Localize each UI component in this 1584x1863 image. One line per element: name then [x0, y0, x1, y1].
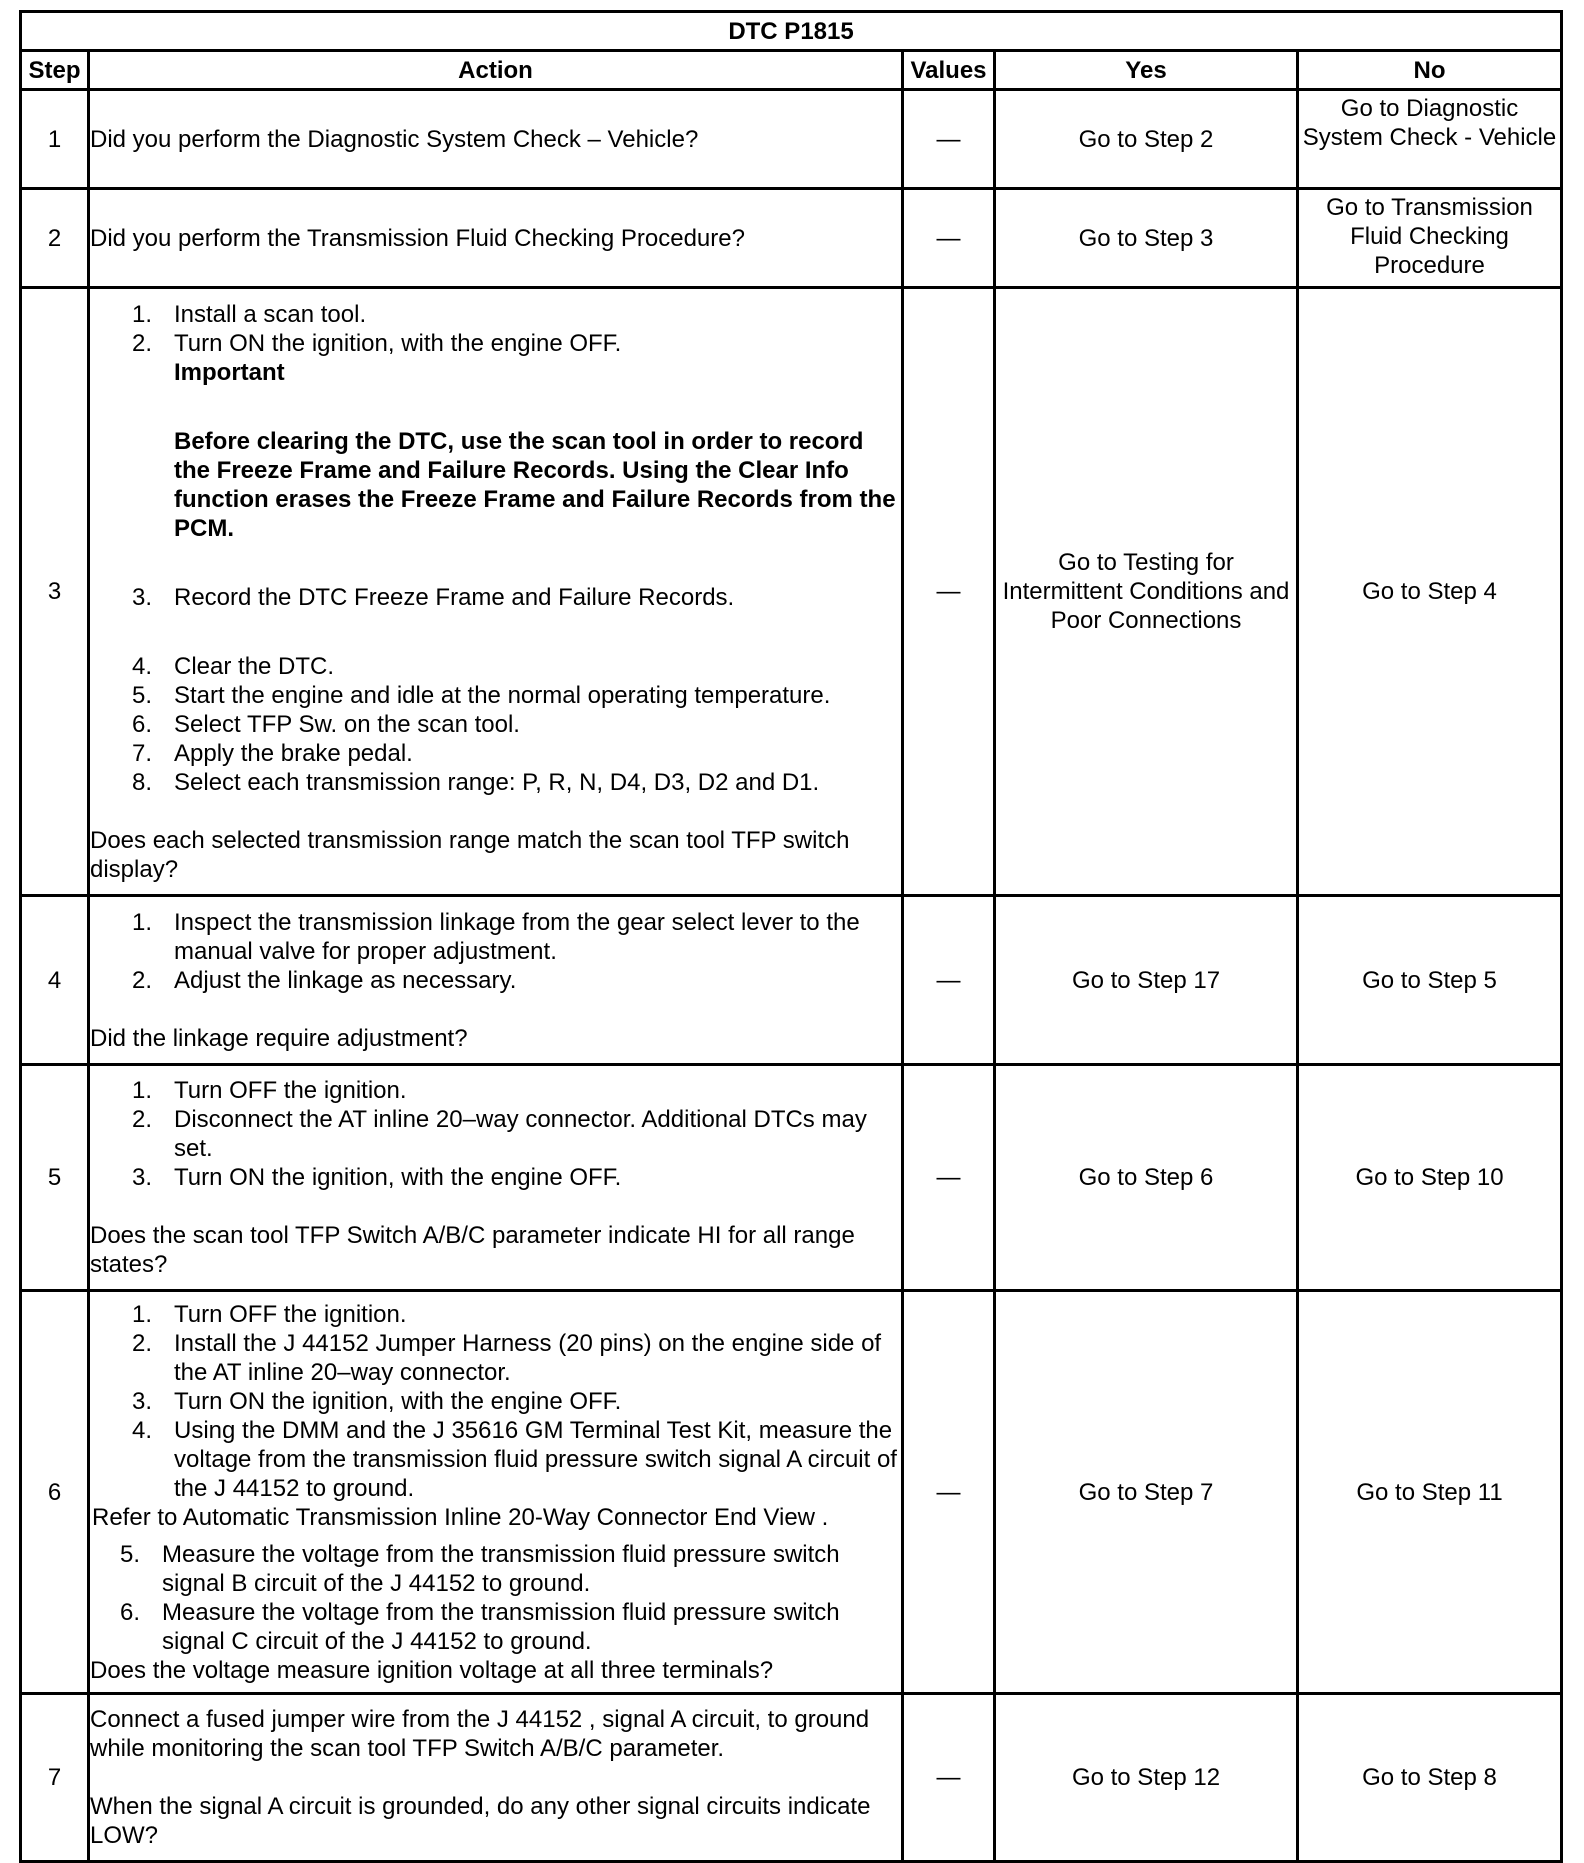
- dtc-table: [19, 10, 1563, 1863]
- item-number: 2.: [131, 966, 152, 994]
- list-item: [90, 1416, 901, 1503]
- item-number: 2.: [131, 329, 152, 357]
- step-number: 4: [21, 896, 89, 1065]
- yes-cell: Go to Step 7: [995, 1291, 1298, 1694]
- item-number: 5.: [119, 1540, 140, 1568]
- item-number: 4.: [131, 1416, 152, 1444]
- header-values: Values: [903, 51, 995, 90]
- action-list: [90, 583, 901, 612]
- table-title: DTC P1815: [21, 12, 1562, 51]
- action-question: Does the voltage measure ignition voltage at all three terminals?: [90, 1656, 774, 1684]
- action-question: When the signal A circuit is grounded, do any other signal circuits indicate LOW?: [90, 1793, 871, 1849]
- action-list: [90, 1540, 901, 1656]
- yes-cell: Go to Step 12: [995, 1694, 1298, 1862]
- header-no: No: [1298, 51, 1562, 90]
- action-list: [90, 1300, 901, 1503]
- no-cell: Go to Step 10: [1298, 1065, 1562, 1291]
- step-number: 5: [21, 1065, 89, 1291]
- action-question: Did the linkage require adjustment?: [90, 1024, 468, 1052]
- action-list: [90, 1076, 901, 1192]
- item-text: Record the DTC Freeze Frame and Failure Records.: [174, 583, 735, 611]
- list-item: [90, 652, 901, 681]
- yes-cell: Go to Step 6: [995, 1065, 1298, 1291]
- action-list: [90, 908, 901, 995]
- item-number: 8.: [131, 768, 152, 796]
- list-item: [90, 329, 901, 358]
- item-text: Turn OFF the ignition.: [174, 1077, 407, 1104]
- refer-link-text[interactable]: Refer to Automatic Transmission Inline 20-Way Connector End View .: [92, 1503, 829, 1531]
- list-item: [90, 1598, 901, 1656]
- no-cell: Go to Diagnostic System Check - Vehicle: [1298, 90, 1562, 189]
- list-item: [90, 1540, 901, 1598]
- item-text: Measure the voltage from the transmission fluid pressure switch signal C circuit of the J 44152 to ground.: [162, 1598, 840, 1655]
- values-cell: —: [903, 1694, 995, 1862]
- list-item: [90, 908, 901, 966]
- item-number: 1.: [131, 908, 152, 936]
- item-number: 4.: [131, 652, 152, 680]
- list-item: [90, 1387, 901, 1416]
- item-number: 1.: [131, 300, 152, 328]
- important-note: [90, 358, 901, 543]
- table-row: [21, 189, 1562, 288]
- action-question: Does each selected transmission range match the scan tool TFP switch display?: [90, 826, 850, 883]
- table-row: [21, 1291, 1562, 1694]
- list-item: [90, 1105, 901, 1163]
- item-text: Adjust the linkage as necessary.: [174, 966, 517, 994]
- item-text: Disconnect the AT inline 20–way connector. Additional DTCs may set.: [174, 1106, 867, 1162]
- yes-cell: Go to Step 3: [995, 189, 1298, 288]
- item-number: 1.: [131, 1300, 152, 1328]
- header-row: [21, 51, 1562, 90]
- action-cell: [89, 1694, 903, 1862]
- step-number: 6: [21, 1291, 89, 1694]
- item-number: 3.: [131, 583, 152, 611]
- item-text: Start the engine and idle at the normal operating temperature.: [174, 681, 831, 709]
- yes-cell: Go to Testing for Intermittent Conditions and Poor Connections: [995, 288, 1298, 896]
- values-cell: —: [903, 90, 995, 189]
- item-text: Clear the DTC.: [174, 652, 335, 680]
- item-text: Measure the voltage from the transmission fluid pressure switch signal B circuit of the J 44152 to ground.: [162, 1540, 840, 1597]
- action-question: Does the scan tool TFP Switch A/B/C parameter indicate HI for all range states?: [90, 1222, 855, 1278]
- step-number: 7: [21, 1694, 89, 1862]
- list-item: [90, 966, 901, 995]
- action-list: [90, 652, 901, 797]
- item-number: 6.: [119, 1598, 140, 1626]
- step-number: 3: [21, 288, 89, 896]
- item-number: 1.: [131, 1077, 152, 1104]
- table-row: [21, 896, 1562, 1065]
- item-number: 7.: [131, 739, 152, 767]
- item-number: 2.: [131, 1329, 152, 1357]
- item-number: 6.: [131, 710, 152, 738]
- list-item: [90, 710, 901, 739]
- item-text: Turn ON the ignition, with the engine OFF.: [174, 1387, 622, 1415]
- item-text: Inspect the transmission linkage from the gear select lever to the manual valve for proper adjustment.: [174, 908, 860, 965]
- item-number: 3.: [131, 1164, 152, 1191]
- list-item: [90, 1076, 901, 1105]
- no-cell: Go to Transmission Fluid Checking Procedure: [1298, 189, 1562, 288]
- important-text: Before clearing the DTC, use the scan tool in order to record the Freeze Frame and Failure Records. Using the Clear Info function erases the Freeze Frame and Failure Records from the PCM.: [174, 427, 896, 542]
- header-step: Step: [21, 51, 89, 90]
- table-row: [21, 90, 1562, 189]
- step-number: 2: [21, 189, 89, 288]
- action-cell: [89, 1065, 903, 1291]
- action-question: Did you perform the Transmission Fluid Checking Procedure?: [90, 224, 745, 252]
- important-label: Important: [174, 358, 285, 386]
- yes-cell: Go to Step 17: [995, 896, 1298, 1065]
- list-item: [90, 681, 901, 710]
- table-row: [21, 1065, 1562, 1291]
- header-action: Action: [89, 51, 903, 90]
- values-cell: —: [903, 1065, 995, 1291]
- table-row: [21, 288, 1562, 896]
- values-cell: —: [903, 189, 995, 288]
- no-cell: Go to Step 5: [1298, 896, 1562, 1065]
- list-item: [90, 739, 901, 768]
- list-item: [90, 768, 901, 797]
- item-text: Turn ON the ignition, with the engine OFF.: [174, 1164, 622, 1191]
- item-text: Install a scan tool.: [174, 300, 367, 328]
- item-text: Turn OFF the ignition.: [174, 1300, 407, 1328]
- action-cell: [89, 1291, 903, 1694]
- yes-cell: Go to Step 2: [995, 90, 1298, 189]
- item-number: 3.: [131, 1387, 152, 1415]
- list-item: [90, 1329, 901, 1387]
- action-cell: [89, 896, 903, 1065]
- action-cell: [89, 189, 903, 288]
- item-number: 5.: [131, 681, 152, 709]
- action-cell: [89, 288, 903, 896]
- values-cell: —: [903, 896, 995, 1065]
- list-item: [90, 1300, 901, 1329]
- values-cell: —: [903, 1291, 995, 1694]
- no-cell: Go to Step 4: [1298, 288, 1562, 896]
- item-number: 2.: [131, 1106, 152, 1133]
- action-list: [90, 300, 901, 358]
- item-text: Select TFP Sw. on the scan tool.: [174, 710, 520, 738]
- action-question: Did you perform the Diagnostic System Check – Vehicle?: [90, 125, 699, 153]
- action-intro: Connect a fused jumper wire from the J 44152 , signal A circuit, to ground while monitoring the scan tool TFP Switch A/B/C parameter.: [90, 1706, 870, 1762]
- no-cell: Go to Step 11: [1298, 1291, 1562, 1694]
- item-text: Select each transmission range: P, R, N, D4, D3, D2 and D1.: [174, 768, 820, 796]
- item-text: Using the DMM and the J 35616 GM Terminal Test Kit, measure the voltage from the transmission fluid pressure switch signal A circuit of the J 44152 to ground.: [174, 1416, 897, 1502]
- step-number: 1: [21, 90, 89, 189]
- item-text: Turn ON the ignition, with the engine OFF.: [174, 329, 622, 357]
- list-item: [90, 583, 901, 612]
- table-row: [21, 1694, 1562, 1862]
- item-text: Apply the brake pedal.: [174, 739, 413, 767]
- item-text: Install the J 44152 Jumper Harness (20 pins) on the engine side of the AT inline 20–way connector.: [174, 1329, 882, 1386]
- list-item: [90, 300, 901, 329]
- no-cell: Go to Step 8: [1298, 1694, 1562, 1862]
- action-cell: [89, 90, 903, 189]
- list-item: [90, 1163, 901, 1192]
- values-cell: —: [903, 288, 995, 896]
- header-yes: Yes: [995, 51, 1298, 90]
